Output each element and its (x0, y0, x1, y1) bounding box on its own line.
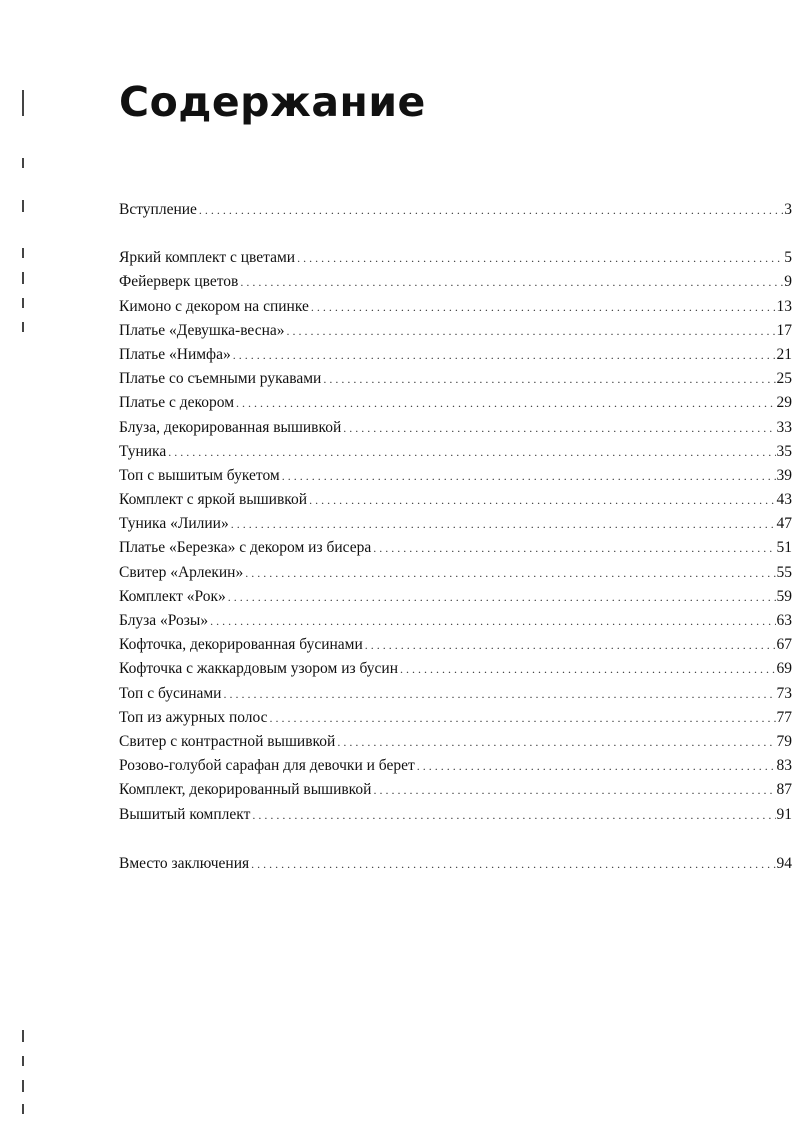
toc-dot-leader (270, 706, 776, 730)
toc-dot-leader (233, 343, 776, 367)
toc-dot-leader (311, 295, 776, 319)
toc-entry-page-number: 35 (776, 442, 792, 460)
toc-entry-title: Топ из ажурных полос (119, 708, 268, 726)
toc-entry[interactable] (119, 343, 792, 367)
toc-entry-title: Вместо заключения (119, 854, 250, 872)
toc-entry[interactable] (119, 561, 792, 585)
toc-entry-title: Комплект с яркой вышивкой (119, 491, 308, 509)
toc-entry-title: Фейерверк цветов (119, 273, 239, 291)
toc-dot-leader (373, 778, 775, 802)
toc-entry-page-number: 73 (776, 684, 792, 702)
toc-dot-leader (168, 440, 775, 464)
toc-entry-title: Платье со съемными рукавами (119, 370, 322, 388)
toc-entry-title: Топ с бусинами (119, 684, 222, 702)
toc-dot-leader (287, 319, 776, 343)
toc-dot-leader (252, 803, 775, 827)
toc-entry[interactable] (119, 682, 792, 706)
toc-intro-group (119, 198, 792, 222)
toc-entry-page-number: 94 (776, 854, 792, 872)
scan-mark (22, 1104, 24, 1114)
toc-entry[interactable] (119, 464, 792, 488)
toc-entry[interactable] (119, 778, 792, 802)
toc-entry-page-number: 17 (776, 321, 792, 339)
toc-entry-title: Кимоно с декором на спинке (119, 297, 309, 315)
toc-entry[interactable] (119, 803, 792, 827)
toc-entry-page-number: 25 (776, 370, 792, 388)
toc-main-group (119, 246, 792, 827)
toc-entry-title: Вступление (119, 201, 197, 218)
toc-entry-page-number: 3 (784, 201, 792, 218)
toc-entry-title: Свитер с контрастной вышивкой (119, 732, 336, 750)
toc-dot-leader (323, 367, 775, 391)
scan-mark (22, 158, 24, 168)
scan-mark (22, 298, 24, 308)
toc-entry-page-number: 77 (776, 708, 792, 726)
toc-entry-page-number: 9 (784, 273, 792, 291)
toc-dot-leader (231, 512, 776, 536)
toc-dot-leader (251, 852, 775, 876)
toc-entry-title: Кофточка с жаккардовым узором из бусин (119, 660, 398, 678)
toc-entry-title: Топ с вышитым букетом (119, 466, 280, 484)
scan-mark (22, 1056, 24, 1066)
toc-entry-title: Яркий комплект с цветами (119, 249, 296, 267)
toc-entry[interactable] (119, 754, 792, 778)
toc-entry[interactable] (119, 706, 792, 730)
toc-entry-page-number: 59 (776, 587, 792, 605)
toc-dot-leader (228, 585, 776, 609)
table-of-contents (119, 198, 792, 876)
toc-dot-leader (337, 730, 775, 754)
toc-entry[interactable] (119, 488, 792, 512)
toc-dot-leader (297, 246, 783, 270)
toc-entry-page-number: 63 (776, 612, 792, 629)
toc-entry[interactable] (119, 609, 792, 633)
toc-entry-title: Розово-голубой сарафан для девочки и берет (119, 757, 415, 775)
scan-mark (22, 1030, 24, 1042)
toc-dot-leader (236, 391, 775, 415)
toc-dot-leader (373, 536, 775, 560)
toc-entry-title: Платье «Нимфа» (119, 345, 231, 363)
toc-entry-page-number: 33 (776, 418, 792, 436)
toc-entry-page-number: 29 (776, 394, 792, 412)
toc-entry[interactable] (119, 440, 792, 464)
toc-entry-page-number: 55 (776, 563, 792, 581)
scan-mark (22, 200, 24, 212)
toc-dot-leader (309, 488, 775, 512)
scan-mark (22, 322, 24, 332)
toc-dot-leader (343, 416, 775, 440)
toc-entry-title: Платье «Девушка-весна» (119, 321, 285, 339)
toc-entry-page-number: 87 (776, 781, 792, 799)
toc-entry[interactable] (119, 585, 792, 609)
toc-entry-page-number: 79 (776, 732, 792, 750)
toc-entry-title: Туника «Лилии» (119, 515, 229, 533)
toc-entry[interactable] (119, 295, 792, 319)
toc-entry[interactable] (119, 512, 792, 536)
toc-dot-leader (199, 198, 783, 222)
toc-dot-leader (282, 464, 776, 488)
toc-entry-page-number: 39 (776, 466, 792, 484)
scan-mark (22, 248, 24, 258)
toc-entry-page-number: 5 (784, 249, 792, 267)
toc-entry-page-number: 83 (776, 757, 792, 775)
toc-entry[interactable] (119, 416, 792, 440)
toc-entry[interactable] (119, 270, 792, 294)
toc-entry[interactable] (119, 633, 792, 657)
toc-dot-leader (210, 609, 775, 633)
toc-entry-page-number: 43 (776, 491, 792, 509)
scan-mark (22, 90, 24, 116)
toc-dot-leader (400, 657, 776, 681)
toc-entry-page-number: 67 (776, 636, 792, 654)
toc-entry[interactable] (119, 852, 792, 876)
toc-entry[interactable] (119, 198, 792, 222)
toc-dot-leader (417, 754, 776, 778)
toc-entry-title: Туника (119, 442, 167, 460)
scan-margin-artifacts (22, 0, 34, 1146)
toc-entry-page-number: 21 (776, 345, 792, 363)
toc-entry[interactable] (119, 730, 792, 754)
toc-dot-leader (223, 682, 775, 706)
toc-entry[interactable] (119, 391, 792, 415)
scan-mark (22, 272, 24, 284)
toc-entry-title: Комплект, декорированный вышивкой (119, 781, 372, 799)
toc-entry[interactable] (119, 246, 792, 270)
toc-entry[interactable] (119, 319, 792, 343)
toc-entry-page-number: 13 (776, 297, 792, 315)
toc-entry-title: Платье с декором (119, 394, 235, 412)
toc-dot-leader (240, 270, 783, 294)
toc-entry-page-number: 69 (776, 660, 792, 678)
scan-mark (22, 1080, 24, 1092)
toc-entry[interactable] (119, 657, 792, 681)
toc-entry-page-number: 47 (776, 515, 792, 533)
toc-entry-title: Кофточка, декорированная бусинами (119, 636, 363, 654)
toc-entry-title: Платье «Березка» с декором из бисера (119, 539, 372, 557)
toc-outro-group (119, 852, 792, 876)
toc-entry-title: Блуза, декорированная вышивкой (119, 418, 342, 436)
page-title: Содержание (119, 78, 426, 126)
toc-entry-title: Вышитый комплект (119, 805, 251, 823)
toc-entry-page-number: 51 (776, 539, 792, 557)
toc-dot-leader (245, 561, 775, 585)
toc-entry[interactable] (119, 367, 792, 391)
toc-entry-title: Свитер «Арлекин» (119, 563, 244, 581)
toc-entry[interactable] (119, 536, 792, 560)
toc-entry-page-number: 91 (776, 805, 792, 823)
toc-entry-title: Блуза «Розы» (119, 612, 209, 629)
toc-dot-leader (365, 633, 776, 657)
toc-entry-title: Комплект «Рок» (119, 587, 226, 605)
